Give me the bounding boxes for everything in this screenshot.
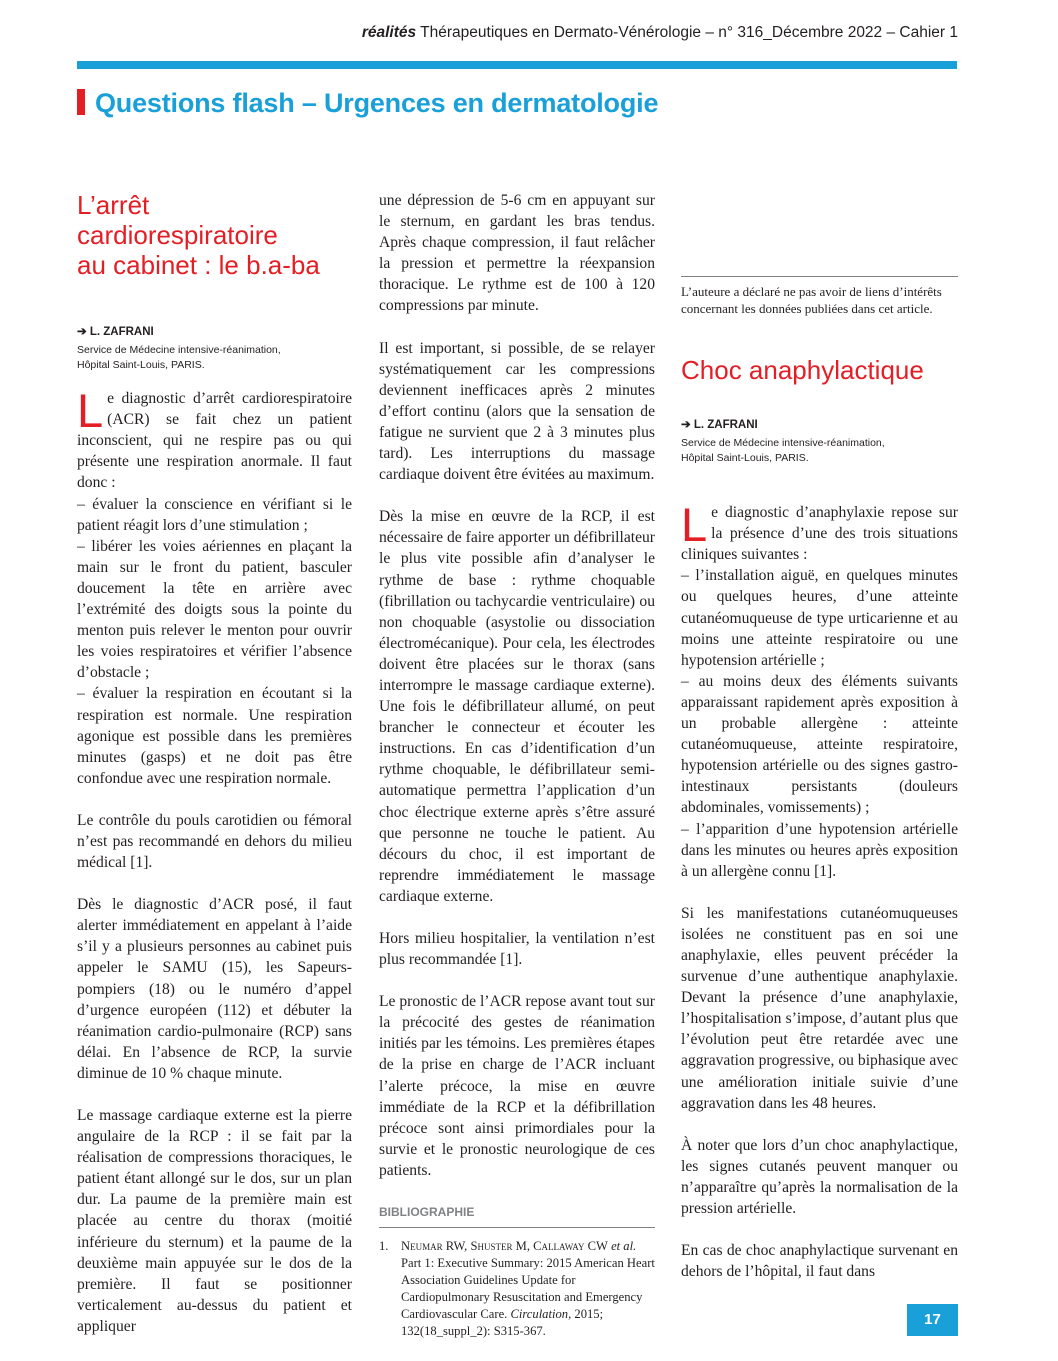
bibliography-heading: BIBLIOGRAPHIE <box>379 1202 655 1228</box>
journal-issue: Thérapeutiques en Dermato-Vénérologie – n° 316_Décembre 2022 – Cahier 1 <box>420 24 958 41</box>
article-title-acr <box>77 190 352 280</box>
affiliation-line: Service de Médecine intensive-réanimation, <box>681 437 885 450</box>
page-number: 17 <box>907 1304 958 1336</box>
paragraph-text: e diagnostic d’arrêt cardiorespiratoire (ACR) se fait chez un patient inconscient, qui ne respire pas ou qui présente une respiration anormale. Il faut donc : <box>77 390 352 492</box>
paragraph <box>77 384 352 493</box>
paragraph: Il est important, si possible, de se relayer systématiquement car les compressions deviennent inefficaces après 2 minutes d’effort continu (alors que la sensation de fatigue ne survient que 2 à 3 minutes plus tard). Les interruptions du massage cardiaque doivent être évitées au maximum. <box>379 339 655 484</box>
affiliation <box>681 436 958 466</box>
section-marker <box>77 89 85 115</box>
affiliation-line: Service de Médecine intensive-réanimation, <box>77 344 281 357</box>
paragraph: Dès la mise en œuvre de la RCP, il est nécessaire de faire apporter un défibrillateur le plus vite possible afin d’analyser le rythme de base : rythme choquable (fibrillation ou tachycardie ventriculaire) ou non choquable (asystolie ou dissociation électromécanique). Pour cela, les électrodes doivent être placées sur le thorax (sans interrompre le massage cardiaque externe). Une fois le défibrillateur allumé, on peut brancher le connecteur et écouter les instructions. En cas d’identification d’un rythme choquable, le défibrillateur semi-automatique permettra l’application d’un choc électrique externe après s’être assuré que personne ne touche le patient. Au décours du choc, il est important de reprendre immédiatement le massage cardiaque externe. <box>379 508 655 905</box>
author: ➔ L. ZAFRANI <box>681 419 758 431</box>
running-header <box>362 24 958 42</box>
header-rule <box>77 61 957 69</box>
list-item: – libérer les voies aériennes en plaçant la main sur le front du patient, basculer doucement la tête en arrière avec l’extrémité des doigts sous la pointe du menton puis relever le menton pour ouvrir les voies respiratoires et vérifier l’absence d’obstacle ; <box>77 537 352 682</box>
affiliation-line: Hôpital Saint-Louis, PARIS. <box>681 452 809 465</box>
paragraph: Si les manifestations cutanéomuqueuses isolées ne constituent pas en soi une anaphylaxie, elles peuvent précéder la survenue d’une authentique anaphylaxie. Devant la présence d’une anaphylaxie, l’hospitalisation s’impose, d’autant plus que l’évolution peut être retardée avec une aggravation progressive, ou biphasique avec une amélioration initiale suivie d’une aggravation dans les 48 heures. <box>681 904 958 1112</box>
list-item: – au moins deux des éléments suivants apparaissant rapidement après exposition à un probable allergène : atteinte cutanéomuqueuse, atteinte respiratoire, hypotension artérielle ou des signes gastro-intestinaux persistants (douleurs abdominales, vomissements) ; <box>681 672 958 817</box>
reference-text: Part 1: Executive Summary: 2015 American Heart Association Guidelines Update for Cardiopulmonary Resuscitation and Emergency Cardiovascular Care. <box>401 1256 655 1322</box>
paragraph: Le pronostic de l’ACR repose avant tout sur la précocité des gestes de réanimation initiés par les témoins. Les premières étapes de la prise en charge de l’ACR incluant l’alerte précoce, la mise en œuvre immédiate de la RCP et la défibrillation précoce sont ainsi primordiales pour la survie et le pronostic neurologique de ces patients. <box>379 993 655 1179</box>
title-line: au cabinet : le b.a-ba <box>77 250 320 280</box>
list-item: – évaluer la conscience en vérifiant si le patient réagit lors d’une stimulation ; <box>77 495 352 534</box>
column-1 <box>77 190 352 1358</box>
reference-authors: Neumar RW, Shuster M, Callaway CW <box>401 1239 608 1254</box>
paragraph-text: e diagnostic d’anaphylaxie repose sur la présence d’une des trois situations cliniques suivantes : <box>681 504 958 564</box>
affiliation-line: Hôpital Saint-Louis, PARIS. <box>77 359 205 372</box>
reference-citation: 2015; 132(18_suppl_2): S315-367. <box>401 1307 604 1339</box>
paragraph: Le massage cardiaque externe est la pierre angulaire de la RCP : il se fait par la réalisation de compressions thoraciques, le patient étant allongé sur le dos, sur un plan dur. La paume de la première main est placée au centre du thorax (moitié inférieure du sternum) et la paume de la deuxième main appuyée sur le dos de la première. Il faut se positionner verticalement au-dessus du patient et appliquer <box>77 1107 352 1335</box>
paragraph <box>681 498 958 565</box>
column-2 <box>379 190 655 1340</box>
paragraph: Hors milieu hospitalier, la ventilation n’est plus recommandée [1]. <box>379 930 655 969</box>
paragraph: À noter que lors d’un choc anaphylactique, les signes cutanés peuvent manquer ou n’apparaître qu’après la normalisation de la pression artérielle. <box>681 1136 958 1217</box>
dropcap: L <box>77 384 104 438</box>
paragraph: En cas de choc anaphylactique survenant en dehors de l’hôpital, il faut dans <box>681 1242 958 1281</box>
article-title-anaphylaxie: Choc anaphylactique <box>681 355 924 385</box>
paragraph: une dépression de 5-6 cm en appuyant sur le sternum, en gardant les bras tendus. Après chaque compression, il faut relâcher la pression et permettre la réexpansion thoracique. Le rythme est de 100 à 120 compressions par minute. <box>379 192 655 315</box>
author: ➔ L. ZAFRANI <box>77 326 154 338</box>
dropcap: L <box>681 498 708 552</box>
column-3 <box>681 190 958 1303</box>
paragraph: Le contrôle du pouls carotidien ou fémoral n’est pas recommandé en dehors du milieu médical [1]. <box>77 811 352 872</box>
list-item: – évaluer la respiration en écoutant si la respiration est normale. Une respiration agonique est possible dans les premières minutes (gasps) et ne doit pas être confondue avec une respiration normale. <box>77 685 352 787</box>
title-line: cardiorespiratoire <box>77 220 278 250</box>
bibliography-entry <box>379 1238 655 1340</box>
journal-brand: réalités <box>361 24 417 41</box>
list-item: – l’installation aiguë, en quelques minutes ou quelques heures, d’une atteinte cutanéomuqueuse de type urticarienne et au moins une atteinte respiratoire ou une hypotension artérielle ; <box>681 567 958 669</box>
paragraph: Dès le diagnostic d’ACR posé, il faut alerter immédiatement en appelant à l’aide s’il y a plusieurs personnes au cabinet puis appeler le SAMU (15), les Sapeurs-pompiers (18) ou le numéro d’appel d’urgence européen (112) et débuter la réanimation cardio-pulmonaire (RCP) sans délai. En l’absence de RCP, la survie diminue de 10 % chaque minute. <box>77 896 352 1082</box>
section-title <box>77 88 658 119</box>
conflict-declaration: L’auteure a déclaré ne pas avoir de liens d’intérêts concernant les données publiées dans cet article. <box>681 276 958 317</box>
title-line: L’arrêt <box>77 190 150 220</box>
reference-etal: et al. <box>611 1239 637 1254</box>
list-item: – l’apparition d’une hypotension artérielle dans les minutes ou heures après exposition à un allergène connu [1]. <box>681 820 958 880</box>
section-title-text: Questions flash – Urgences en dermatologie <box>95 88 659 118</box>
reference-number: 1. <box>379 1239 389 1254</box>
reference-journal: Circulation, <box>510 1307 572 1322</box>
affiliation <box>77 343 352 373</box>
